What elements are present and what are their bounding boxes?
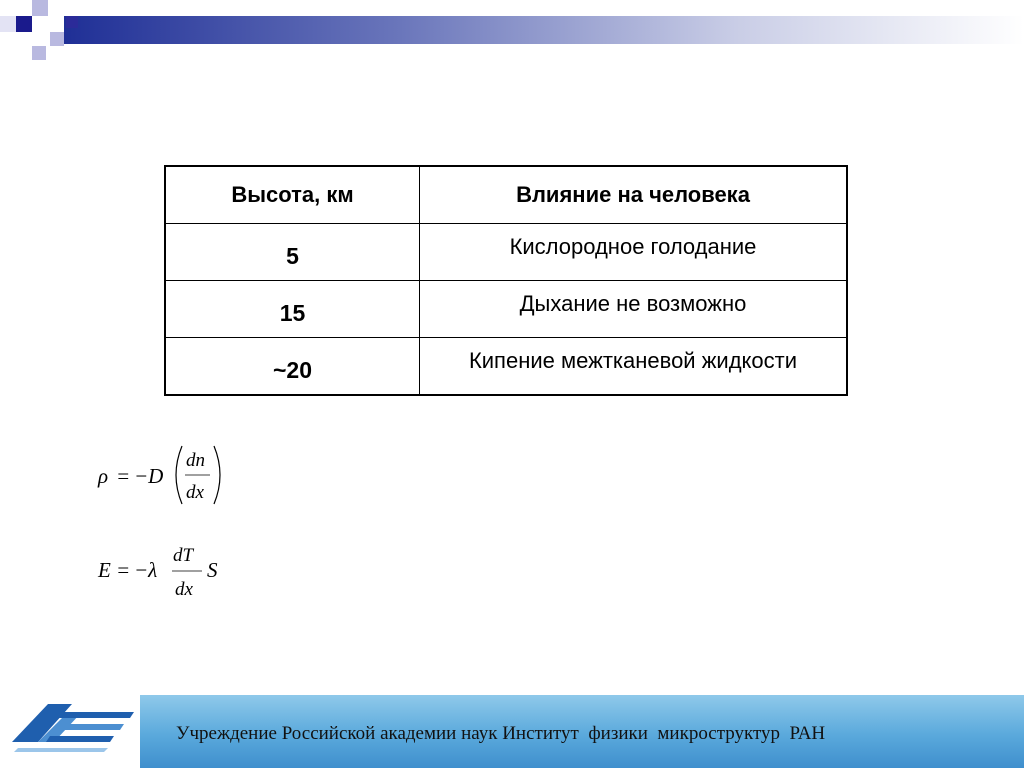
formula-numerator: dT: [173, 545, 194, 566]
formula-fourier: [96, 540, 236, 610]
formula-lhs: E: [98, 558, 111, 582]
header-gradient-bar: [64, 16, 1024, 44]
formula-suffix: S: [207, 558, 218, 582]
left-paren-icon: [176, 446, 182, 504]
formula-coefficient: −λ: [134, 558, 158, 582]
table-row: [165, 281, 847, 338]
formula-lhs: ρ: [98, 464, 109, 488]
cell-effect: Дыхание не возможно: [420, 281, 848, 338]
decor-square: [0, 16, 16, 32]
decor-square: [66, 16, 78, 28]
formula-denominator: dx: [186, 482, 204, 503]
equals-sign: =: [116, 558, 131, 582]
table-header-row: [165, 166, 847, 224]
cell-height: ~20: [165, 338, 420, 396]
column-header-height: Высота, км: [165, 166, 420, 224]
footer-bar: [140, 695, 1024, 768]
table-row: [165, 338, 847, 396]
formula-numerator: dn: [186, 450, 205, 471]
decor-square: [32, 46, 46, 60]
formula-denominator: dx: [175, 579, 193, 600]
column-header-effect: Влияние на человека: [420, 166, 848, 224]
cell-height: 15: [165, 281, 420, 338]
cell-height: 5: [165, 224, 420, 281]
formula-coefficient: −D: [134, 464, 164, 488]
table-row: [165, 224, 847, 281]
right-paren-icon: [214, 446, 220, 504]
decor-square: [16, 16, 32, 32]
formula-fick: [96, 440, 236, 510]
footer-institute-name: Учреждение Российской академии наук Институт физики микроструктур РАН: [176, 723, 826, 744]
cell-effect: Кислородное голодание: [420, 224, 848, 281]
decor-square: [0, 0, 16, 16]
institute-logo: [8, 700, 136, 756]
decor-square: [50, 32, 64, 46]
decor-square: [48, 0, 64, 16]
altitude-effects-table: [164, 165, 848, 396]
equals-sign: =: [116, 464, 131, 488]
cell-effect: Кипение межтканевой жидкости: [420, 338, 848, 396]
decor-square: [32, 0, 48, 16]
